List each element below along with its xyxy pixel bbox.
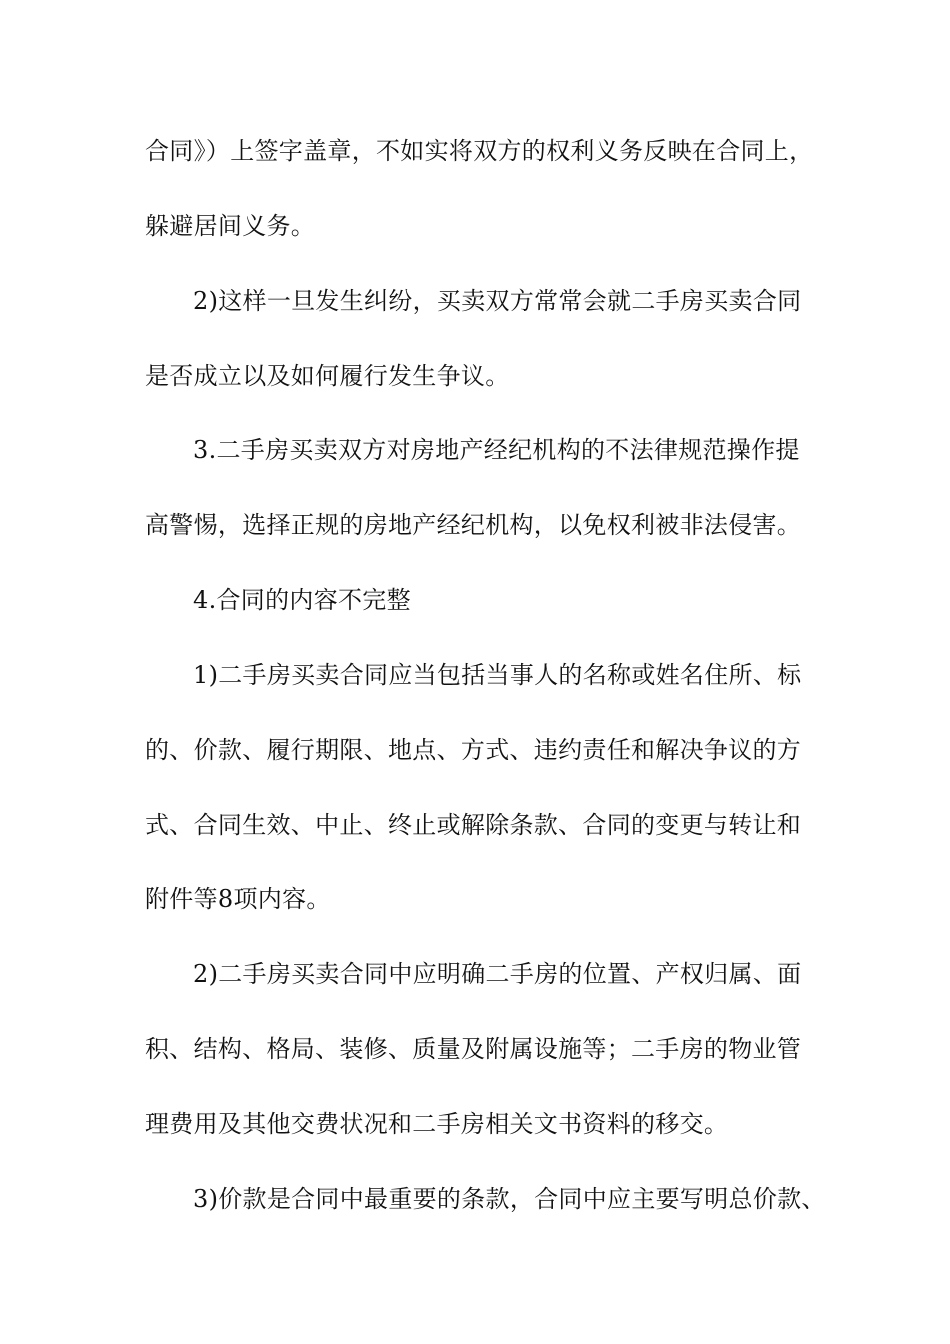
- text-line-6: 高警惕，选择正规的房地产经纪机构，以免权利被非法侵害。: [145, 511, 802, 539]
- text-line-3: 2)这样一旦发生纠纷，买卖双方常常会就二手房买卖合同: [193, 287, 802, 315]
- text-line-15: 3)价款是合同中最重要的条款，合同中应主要写明总价款、: [193, 1185, 826, 1213]
- text-line-14: 理费用及其他交费状况和二手房相关文书资料的移交。: [145, 1110, 729, 1138]
- section-heading-4: 4.合同的内容不完整: [193, 586, 411, 614]
- text-line-8: 1)二手房买卖合同应当包括当事人的名称或姓名住所、标: [193, 661, 802, 689]
- text-line-4: 是否成立以及如何履行发生争议。: [145, 362, 510, 390]
- text-line-9: 的、价款、履行期限、地点、方式、违约责任和解决争议的方: [145, 736, 802, 764]
- text-line-2: 躲避居间义务。: [145, 212, 316, 240]
- text-line-5: 3.二手房买卖双方对房地产经纪机构的不法律规范操作提: [193, 436, 800, 464]
- text-line-13: 积、结构、格局、装修、质量及附属设施等；二手房的物业管: [145, 1035, 802, 1063]
- text-line-12: 2)二手房买卖合同中应明确二手房的位置、产权归属、面: [193, 960, 802, 988]
- text-line-1: 合同》）上签字盖章，不如实将双方的权利义务反映在合同上，: [145, 137, 814, 165]
- text-line-10: 式、合同生效、中止、终止或解除条款、合同的变更与转让和: [145, 811, 802, 839]
- text-line-11: 附件等8项内容。: [145, 885, 331, 913]
